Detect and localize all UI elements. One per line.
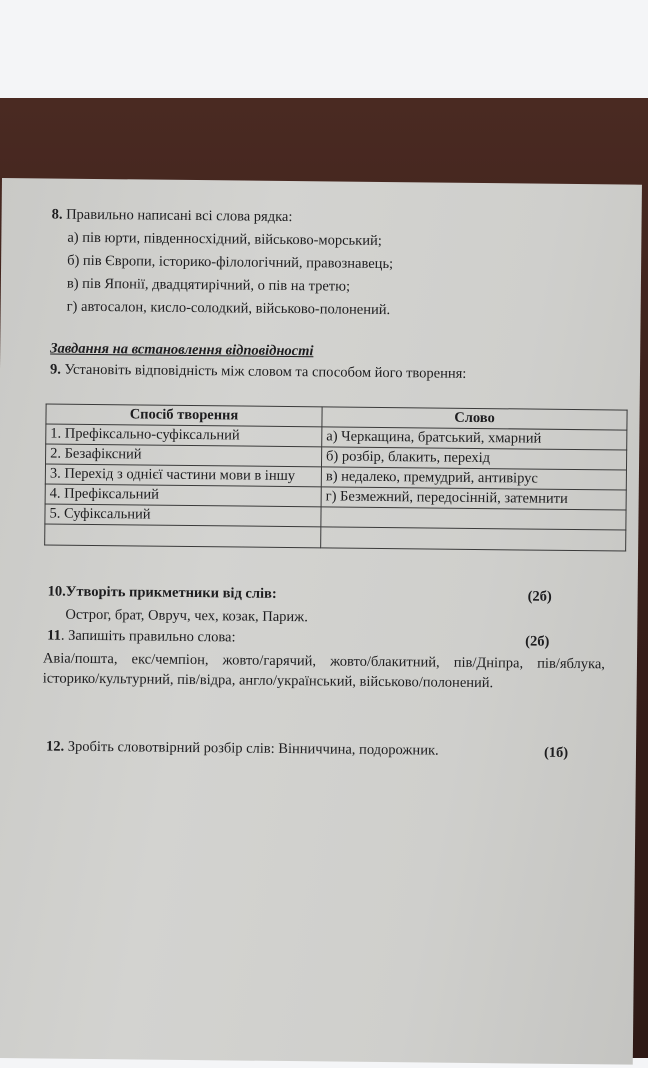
- q10-text: Утворіть прикметники від слів:: [65, 583, 277, 602]
- q9-question: [50, 362, 467, 383]
- q9-number: 9.: [49, 361, 61, 378]
- q8-option-c: в) пів Японії, двадцятирічний, о пів на третю;: [66, 275, 351, 295]
- matching-table: [44, 403, 627, 551]
- q8-question: [52, 207, 293, 227]
- table-cell: б) розбір, блакить, перехід: [321, 447, 626, 470]
- q9-text: Установіть відповідність між словом та способом його творення:: [64, 361, 467, 382]
- q11-points: (2б): [525, 633, 550, 650]
- q12-points: (1б): [543, 744, 569, 761]
- table-cell: а) Черкащина, братський, хмарний: [322, 427, 627, 450]
- q8-option-a: а) пів юрти, південносхідний, військово-морський;: [67, 229, 382, 249]
- q11-text: . Запишіть правильно слова:: [60, 627, 236, 646]
- q12-text: Зробіть словотвірний розбір слів: Вінниччина, подорожник.: [67, 738, 439, 759]
- table-cell: 2. Безафіксний: [46, 444, 322, 467]
- table-cell: в) недалеко, премудрий, антивірус: [321, 467, 626, 490]
- worksheet-page: [0, 178, 642, 1065]
- q11-words: Авіа/пошта, екс/чемпіон, жовто/гарячий, жовто/блакитний, пів/Дніпра, пів/яблука, історико/культурний, пів/відра, англо/український, військово/полонений.: [42, 650, 606, 692]
- q8-number: 8.: [51, 206, 63, 223]
- q8-option-b: б) пів Європи, історико-філологічний, правознавець;: [67, 252, 394, 273]
- table-cell: 5. Суфіксальний: [45, 504, 321, 527]
- table-cell: [321, 527, 626, 551]
- table-cell: 1. Префіксально-суфіксальний: [46, 424, 322, 447]
- top-margin: [0, 0, 648, 98]
- table-cell: г) Безмежний, передосінній, затемнити: [321, 487, 626, 510]
- q10-number: 10.: [47, 583, 66, 600]
- q12-question: [46, 738, 439, 759]
- section-heading: Завдання на встановлення відповідності: [50, 340, 314, 360]
- q11-number: 11: [47, 627, 61, 644]
- q8-text: Правильно написані всі слова рядка:: [66, 206, 293, 226]
- table-header-word: Слово: [322, 407, 627, 430]
- q11-question: [47, 627, 235, 646]
- worksheet-content: [0, 178, 642, 1065]
- table-header-method: Спосіб творення: [46, 404, 322, 427]
- table-cell: [45, 524, 321, 548]
- q8-option-d: г) автосалон, кисло-солодкий, військово-полонений.: [66, 298, 391, 319]
- table-cell: 4. Префіксальний: [45, 484, 321, 507]
- q10-points: (2б): [527, 588, 552, 605]
- q10-question: [48, 584, 277, 603]
- table-cell: 3. Перехід з однієї частини мови в іншу: [45, 464, 321, 487]
- q10-words: Острог, брат, Овруч, чех, козак, Париж.: [65, 606, 308, 626]
- q12-number: 12.: [45, 738, 65, 755]
